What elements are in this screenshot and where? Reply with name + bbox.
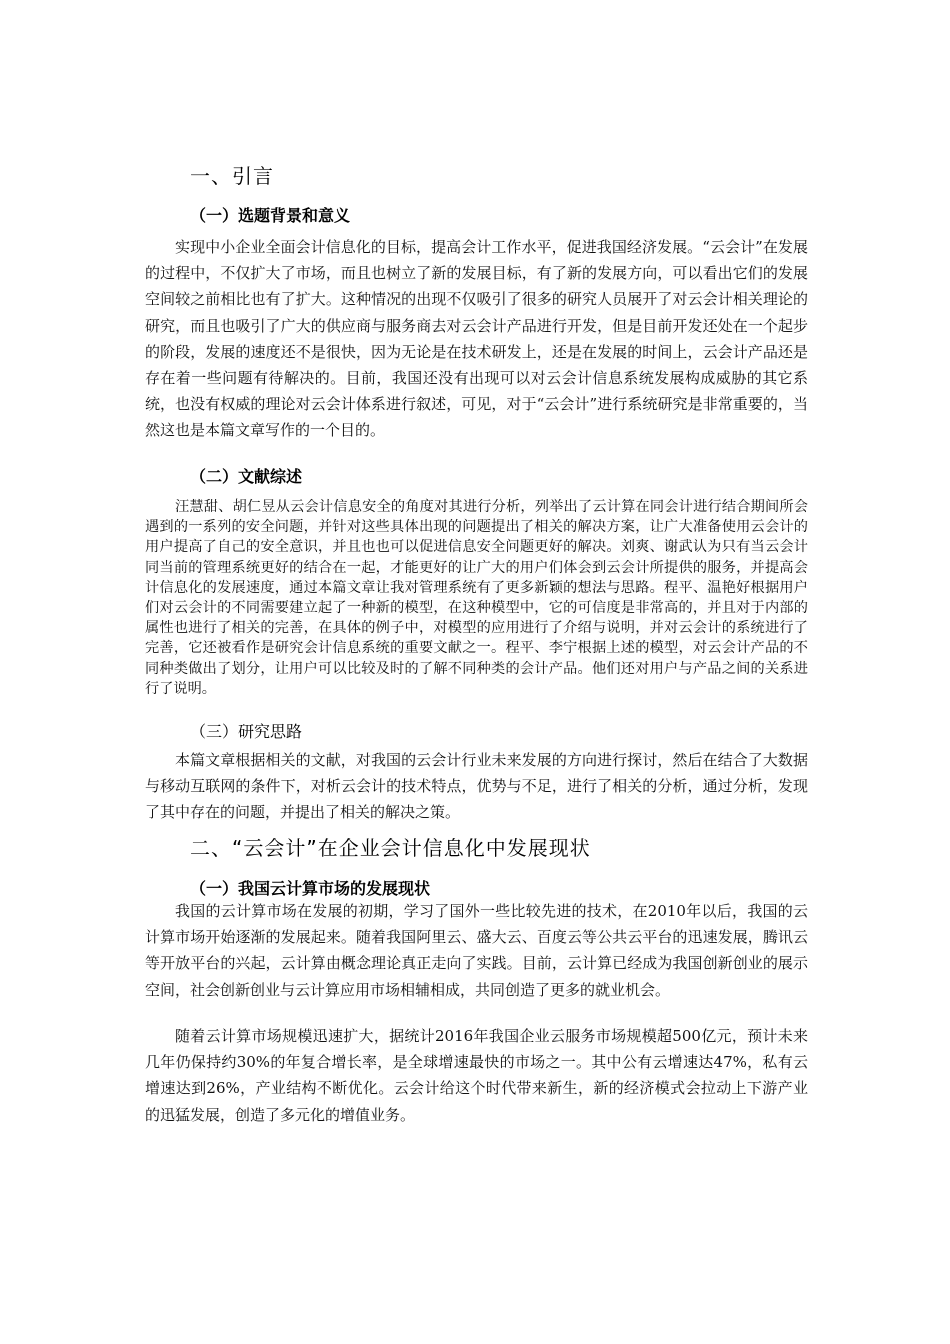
section-2-1-heading: （一）我国云计算市场的发展现状 [190, 879, 431, 898]
section-1-heading: 一、引言 [190, 164, 274, 188]
section-1-1-heading: （一）选题背景和意义 [190, 206, 351, 225]
section-1-3-heading: （三）研究思路 [190, 722, 303, 741]
section-1-3-paragraph: 本篇文章根据相关的文献，对我国的云会计行业未来发展的方向进行探讨，然后在结合了大数据与移动互联网的条件下，对析云会计的技术特点，优势与不足，进行了相关的分析，通过分析，发现了其中存在的问题，并提出了相关的解决之策。 [145, 751, 808, 822]
section-1-1-paragraph: 实现中小企业全面会计信息化的目标，提高会计工作水平，促进我国经济发展。“云会计”在发展的过程中，不仅扩大了市场，而且也树立了新的发展目标，有了新的发展方向，可以看出它们的发展空间较之前相比也有了扩大。这种情况的出现不仅吸引了很多的研究人员展开了对云会计相关理论的研究，而且也吸引了广大的供应商与服务商去对云会计产品进行开发，但是目前开发还处在一个起步的阶段，发展的速度还不是很快，因为无论是在技术研发上，还是在发展的时间上，云会计产品还是存在着一些问题有待解决的。目前，我国还没有出现可以对云会计信息系统发展构成威胁的其它系统，也没有权威的理论对云会计体系进行叙述，可见，对于“云会计”进行系统研究是非常重要的，当然这也是本篇文章写作的一个目的。 [145, 238, 808, 440]
section-2-heading: 二、“云会计”在企业会计信息化中发展现状 [190, 836, 591, 860]
section-2-1-paragraph-2: 随着云计算市场规模迅速扩大，据统计2016年我国企业云服务市场规模超500亿元，预计未来几年仍保持约30%的年复合增长率，是全球增速最快的市场之一。其中公有云增速达47%，私有云增速达到26%，产业结构不断优化。云会计给这个时代带来新生，新的经济模式会拉动上下游产业的迅猛发展，创造了多元化的增值业务。 [145, 1027, 808, 1124]
section-1-2-paragraph: 汪慧甜、胡仁昱从云会计信息安全的角度对其进行分析，列举出了云计算在同会计进行结合期间所会遇到的一系列的安全问题，并针对这些具体出现的问题提出了相关的解决方案，让广大准备使用云会计的用户提高了自己的安全意识，并且也也可以促进信息安全问题更好的解决。刘爽、谢武认为只有当云会计同当前的管理系统更好的结合在一起，才能更好的让广大的用户们体会到云会计所提供的服务，并提高会计信息化的发展速度，通过本篇文章让我对管理系统有了更多新颖的想法与思路。程平、温艳好根据用户们对云会计的不同需要建立起了一种新的模型，在这种模型中，它的可信度是非常高的，并且对于内部的属性也进行了相关的完善，在具体的例子中，对模型的应用进行了介绍与说明，并对云会计的系统进行了完善，它还被看作是研究会计信息系统的重要文献之一。程平、李宁根据上述的模型，对云会计产品的不同种类做出了划分，让用户可以比较及时的了解不同种类的会计产品。他们还对用户与产品之间的关系进行了说明。 [145, 499, 808, 697]
section-2-1-paragraph-1: 我国的云计算市场在发展的初期，学习了国外一些比较先进的技术，在2010年以后，我国的云计算市场开始逐渐的发展起来。随着我国阿里云、盛大云、百度云等公共云平台的迅速发展，腾讯云等开放平台的兴起，云计算由概念理论真正走向了实践。目前，云计算已经成为我国创新创业的展示空间，社会创新创业与云计算应用市场相辅相成，共同创造了更多的就业机会。 [145, 902, 808, 999]
section-1-2-heading: （二）文献综述 [190, 467, 303, 486]
